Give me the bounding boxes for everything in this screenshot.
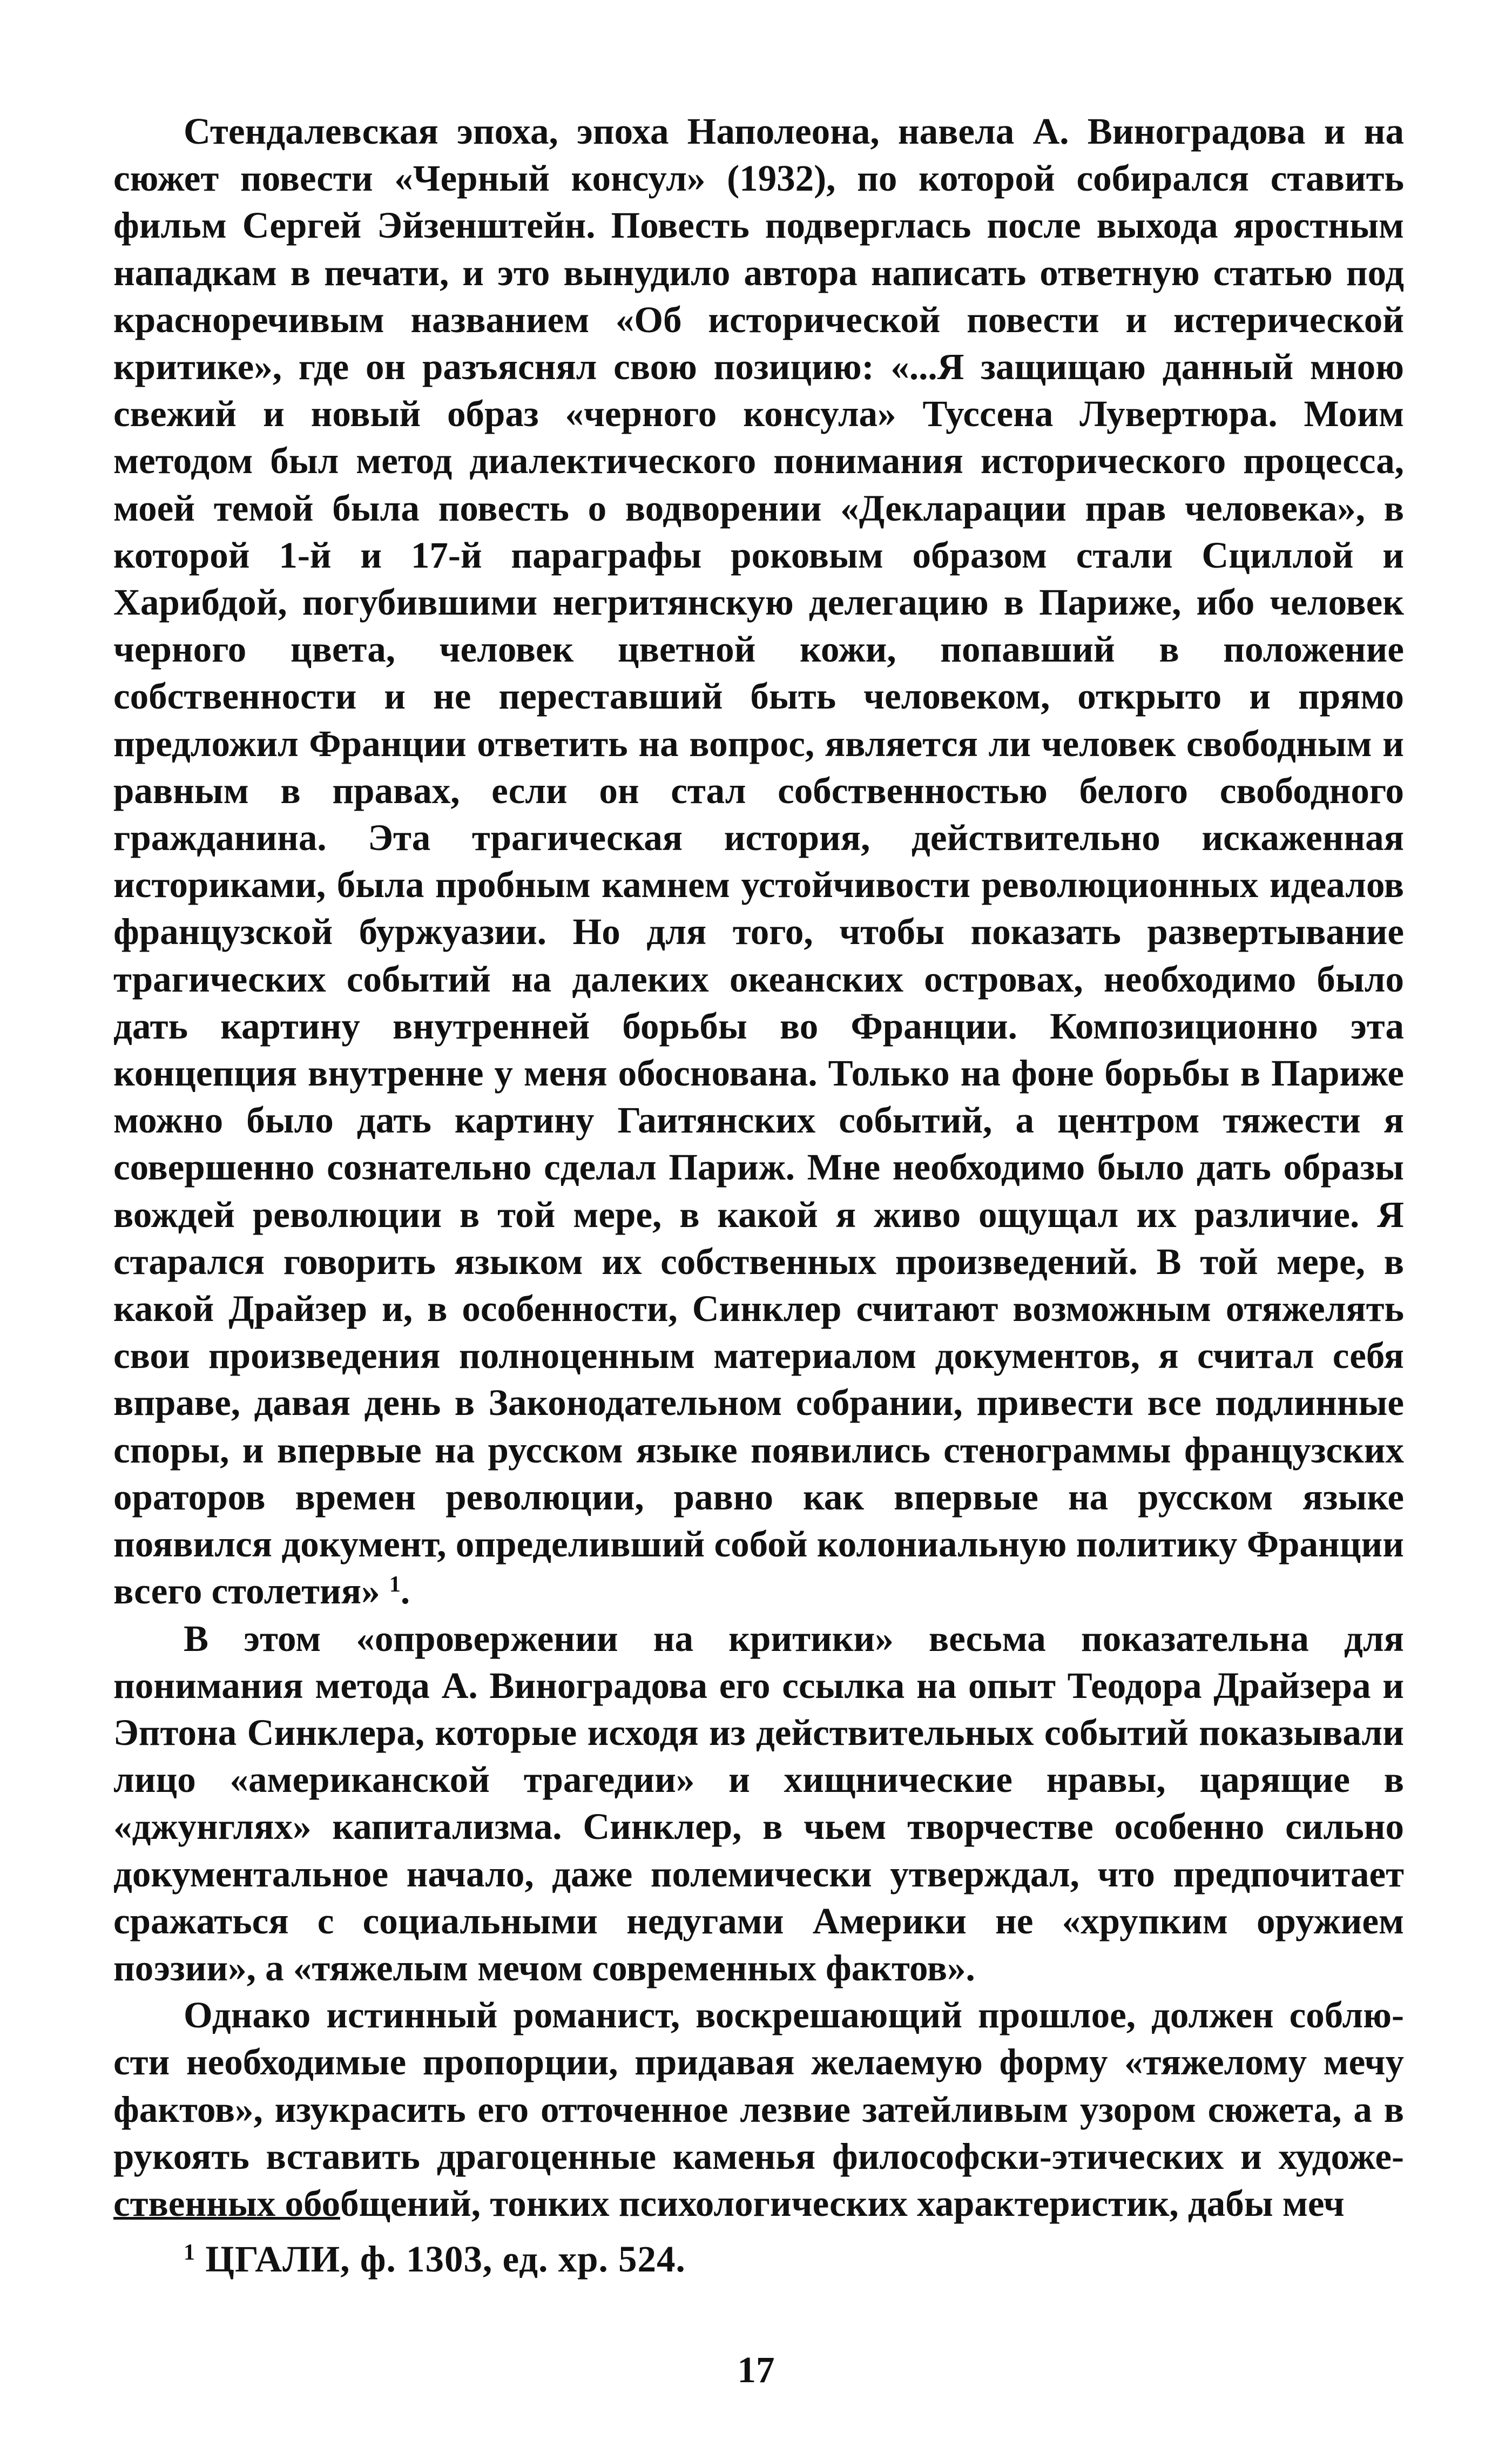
footnote-divider: [113, 2217, 340, 2220]
page-number: 17: [737, 2349, 775, 2390]
footnote-marker: 1: [184, 2240, 195, 2265]
main-text: [113, 108, 1404, 2227]
paragraph-1-text: Стендалевская эпоха, эпоха Наполеона, навела А. Виноградова и на сюжет повести «Черный консул» (1932), по которой собирался ставить фильм Сергей Эйзенштейн. Повесть подверглась после выхода яростным нападкам в печати, и это вынудило автора написать ответную статью под красноречивым названием «Об исторической повести и истерической критике», где он разъяснял свою позицию: «...Я защищаю данный мною свежий и новый образ «черного консула» Туссена Лувертюра. Моим методом был метод диалектического понимания исторического процесса, моей темой была повесть о водворении «Декларации прав человека», в которой 1-й и 17-й параграфы роковым образом стали Сциллой и Харибдой, погубившими негритянскую делегацию в Париже, ибо человек черного цвета, человек цветной кожи, попавший в положение собственности и не переставший быть человеком, открыто и прямо предложил Франции ответить на вопрос, является ли человек свободным и равным в правах, если он стал собственностью белого свободного гражданина. Эта трагическая история, действительно искаженная историками, была пробным камнем устойчивости революционных идеалов французской буржуазии. Но для того, чтобы показать развертывание трагических событий на далеких океанских островах, необходимо было дать картину внутренней борьбы во Франции. Композиционно эта концепция внутренне у меня обоснована. Только на фоне борьбы в Париже можно было дать картину Гаитянских событий, а центром тяжести я совершенно сознательно сделал Париж. Мне необходимо было дать образы вождей революции в той мере, в какой я живо ощущал их различие. Я старался говорить языком их собственных произведений. В той мере, в какой Драйзер и, в особенности, Синклер считают возможным отяжелять свои произведения полноценным материалом документов, я считал себя вправе, давая день в Законодательном собрании, привести все подлинные споры, и впервые на русском языке появились стенограммы французских ораторов времен революции, равно как впервые на русском языке появился документ, определивший собой колониальную политику Франции всего столетия»: [113, 111, 1404, 1612]
paragraph-2: [113, 1615, 1404, 1992]
page-body: [113, 108, 1404, 2227]
paragraph-3-text: Однако истинный романист, воскрешающий прошлое, должен соблюсти необходимые пропорции, придавая желаемую форму «тяжелому мечу фактов», изукрасить его отточенное лезвие затейливым узором сюжета, а в рукоять вставить драгоценные каменья философски-этических и художественных обобщений, тонких психологических характеристик, дабы меч: [113, 1994, 1404, 2224]
footnote: [184, 2236, 686, 2283]
paragraph-3: [113, 1992, 1404, 2227]
footnote-text: ЦГАЛИ, ф. 1303, ед. хр. 524.: [205, 2239, 686, 2280]
paragraph-2-text: В этом «опровержении на критики» весьма показательна для понимания метода А. Виноградова его ссылка на опыт Теодора Драйзера и Эптона Синклера, которые исходя из действительных событий показывали лицо «американской трагедии» и хищнические нравы, царящие в «джунглях» капитализма. Синклер, в чьем творчестве особенно сильно документальное начало, даже полемически утверждал, что предпочитает сражаться с социальными недугами Америки не «хрупким оружием поэзии», а «тяжелым мечом современных фактов».: [113, 1617, 1404, 1988]
footnote-reference: 1: [389, 1572, 401, 1597]
paragraph-1: Стендалевская эпоха, эпоха Наполеона, навела А. Виноградова и на сюжет повести «Черный консул» (1932), по которой собирался ставить фильм Сергей Эйзенштейн. Повесть подверглась после выхода яростным нападкам в печати, и это вынудило автора написать ответную статью под красноречивым названием «Об исторической повести и истерической критике», где он разъяснял свою позицию: «...Я защищаю данный мною свежий и новый образ «черного консула» Туссена Лувертюра. Моим методом был метод диалектического понимания исторического процесса, моей темой была повесть о водворении «Декларации прав человека», в которой 1-й и 17-й параграфы роковым образом стали Сциллой и Харибдой, погубившими негритянскую делегацию в Париже, ибо человек черного цвета, человек цветной кожи, попавший в положение собственности и не переставший быть человеком, открыто и прямо предложил Франции ответить на вопрос, является ли человек свободным и равным в правах, если он стал собственностью белого свободного гражданина. Эта трагическая история, действительно искаженная историками, была пробным камнем устойчивости революционных идеалов французской буржуазии. Но для того, чтобы показать развертывание трагических событий на далеких океанских островах, необходимо было дать картину внутренней борьбы во Франции. Композиционно эта концепция внутренне у меня обоснована. Только на фоне борьбы в Париже можно было дать картину Гаитянских событий, а центром тяжести я совершенно сознательно сделал Париж. Мне необходимо было дать образы вождей революции в той мере, в какой я живо ощущал их различие. Я старался говорить языком их собственных произведений. В той мере, в какой Драйзер и, в особенности, Синклер считают возможным отяжелять свои произведения полноценным материалом документов, я считал себя вправе, давая день в Законодательном собрании, привести все подлинные споры, и впервые на русском языке появились стенограммы французских ораторов времен революции, равно как впервые на русском языке появился документ, определивший собой колониальную политику Франции всего столетия» $^1$.: [113, 111, 1404, 1612]
